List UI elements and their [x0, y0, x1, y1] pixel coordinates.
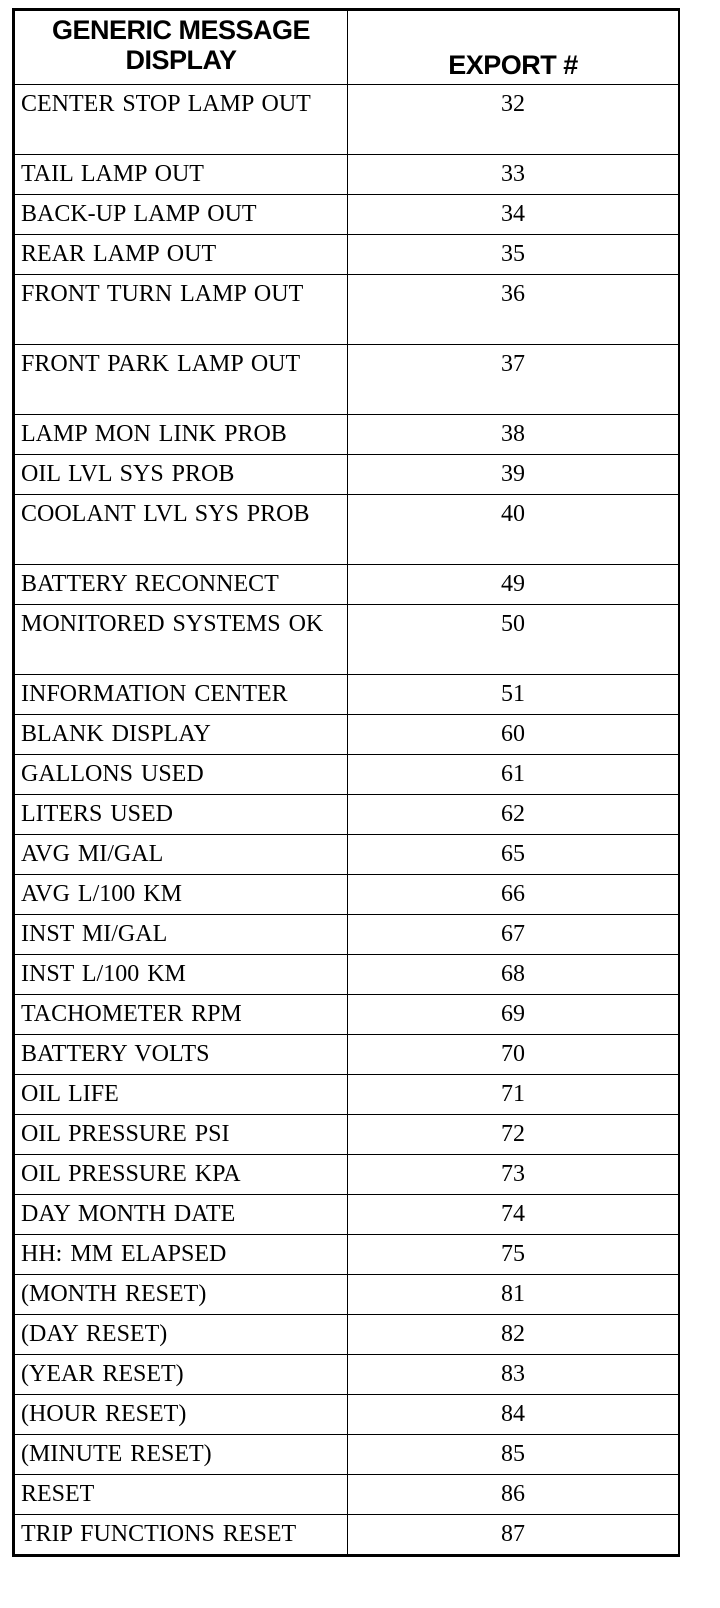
export-number-cell: 85 — [348, 1435, 679, 1475]
message-cell: CENTER STOP LAMP OUT — [15, 85, 348, 155]
export-number-cell: 35 — [348, 235, 679, 275]
message-cell: (MONTH RESET) — [15, 1275, 348, 1315]
message-cell: AVG MI/GAL — [15, 835, 348, 875]
table-row — [15, 1275, 679, 1315]
message-cell: BATTERY VOLTS — [15, 1035, 348, 1075]
table-row — [15, 1355, 679, 1395]
message-cell: MONITORED SYSTEMS OK — [15, 605, 348, 675]
export-number-cell: 50 — [348, 605, 679, 675]
table-row — [15, 1435, 679, 1475]
message-cell: OIL PRESSURE KPA — [15, 1155, 348, 1195]
message-cell: (YEAR RESET) — [15, 1355, 348, 1395]
message-cell: DAY MONTH DATE — [15, 1195, 348, 1235]
export-number-cell: 34 — [348, 195, 679, 235]
table-row — [15, 1195, 679, 1235]
message-cell: BACK-UP LAMP OUT — [15, 195, 348, 235]
export-number-cell: 86 — [348, 1475, 679, 1515]
export-number-cell: 83 — [348, 1355, 679, 1395]
export-number-cell: 73 — [348, 1155, 679, 1195]
table-body — [15, 85, 679, 1555]
table-row — [15, 995, 679, 1035]
export-number-cell: 51 — [348, 675, 679, 715]
table-row — [15, 1395, 679, 1435]
table-row — [15, 85, 679, 155]
table-row — [15, 1075, 679, 1115]
table-row — [15, 835, 679, 875]
message-cell: TRIP FUNCTIONS RESET — [15, 1515, 348, 1555]
message-cell: FRONT TURN LAMP OUT — [15, 275, 348, 345]
table-row — [15, 955, 679, 995]
header-row — [15, 11, 679, 85]
export-number-cell: 36 — [348, 275, 679, 345]
table-row — [15, 915, 679, 955]
message-cell: AVG L/100 KM — [15, 875, 348, 915]
export-number-cell: 62 — [348, 795, 679, 835]
export-number-cell: 33 — [348, 155, 679, 195]
export-number-cell: 72 — [348, 1115, 679, 1155]
table-row — [15, 1155, 679, 1195]
table-row — [15, 1315, 679, 1355]
table-row — [15, 155, 679, 195]
table-row — [15, 795, 679, 835]
export-number-cell: 84 — [348, 1395, 679, 1435]
table-row — [15, 1235, 679, 1275]
table-row — [15, 495, 679, 565]
message-cell: RESET — [15, 1475, 348, 1515]
export-number-cell: 74 — [348, 1195, 679, 1235]
header-generic-message-display: GENERIC MESSAGE DISPLAY — [15, 11, 348, 85]
table-row — [15, 715, 679, 755]
export-number-cell: 32 — [348, 85, 679, 155]
export-number-cell: 39 — [348, 455, 679, 495]
message-cell: TACHOMETER RPM — [15, 995, 348, 1035]
message-table — [14, 10, 679, 1555]
table-row — [15, 275, 679, 345]
table-row — [15, 565, 679, 605]
table-row — [15, 1035, 679, 1075]
export-number-cell: 40 — [348, 495, 679, 565]
table-row — [15, 415, 679, 455]
export-number-cell: 60 — [348, 715, 679, 755]
message-cell: INFORMATION CENTER — [15, 675, 348, 715]
message-cell: REAR LAMP OUT — [15, 235, 348, 275]
export-number-cell: 75 — [348, 1235, 679, 1275]
table-row — [15, 755, 679, 795]
table-row — [15, 675, 679, 715]
table-row — [15, 345, 679, 415]
export-number-cell: 65 — [348, 835, 679, 875]
message-cell: OIL LIFE — [15, 1075, 348, 1115]
message-cell: LITERS USED — [15, 795, 348, 835]
message-cell: (DAY RESET) — [15, 1315, 348, 1355]
message-cell: (MINUTE RESET) — [15, 1435, 348, 1475]
message-cell: OIL PRESSURE PSI — [15, 1115, 348, 1155]
message-cell: GALLONS USED — [15, 755, 348, 795]
export-number-cell: 68 — [348, 955, 679, 995]
export-number-cell: 81 — [348, 1275, 679, 1315]
message-cell: COOLANT LVL SYS PROB — [15, 495, 348, 565]
message-cell: TAIL LAMP OUT — [15, 155, 348, 195]
header-export-number: EXPORT # — [348, 11, 679, 85]
message-cell: (HOUR RESET) — [15, 1395, 348, 1435]
table-row — [15, 235, 679, 275]
table-row — [15, 1515, 679, 1555]
export-number-cell: 66 — [348, 875, 679, 915]
message-cell: INST L/100 KM — [15, 955, 348, 995]
table-row — [15, 1115, 679, 1155]
message-cell: INST MI/GAL — [15, 915, 348, 955]
export-number-cell: 67 — [348, 915, 679, 955]
table-row — [15, 1475, 679, 1515]
table-row — [15, 605, 679, 675]
table-row — [15, 195, 679, 235]
export-number-cell: 69 — [348, 995, 679, 1035]
export-number-cell: 70 — [348, 1035, 679, 1075]
message-cell: HH: MM ELAPSED — [15, 1235, 348, 1275]
export-number-cell: 82 — [348, 1315, 679, 1355]
message-cell: BLANK DISPLAY — [15, 715, 348, 755]
message-export-table — [12, 8, 680, 1557]
message-cell: OIL LVL SYS PROB — [15, 455, 348, 495]
export-number-cell: 61 — [348, 755, 679, 795]
export-number-cell: 37 — [348, 345, 679, 415]
table-row — [15, 875, 679, 915]
export-number-cell: 71 — [348, 1075, 679, 1115]
export-number-cell: 38 — [348, 415, 679, 455]
message-cell: FRONT PARK LAMP OUT — [15, 345, 348, 415]
table-row — [15, 455, 679, 495]
export-number-cell: 87 — [348, 1515, 679, 1555]
export-number-cell: 49 — [348, 565, 679, 605]
message-cell: LAMP MON LINK PROB — [15, 415, 348, 455]
message-cell: BATTERY RECONNECT — [15, 565, 348, 605]
